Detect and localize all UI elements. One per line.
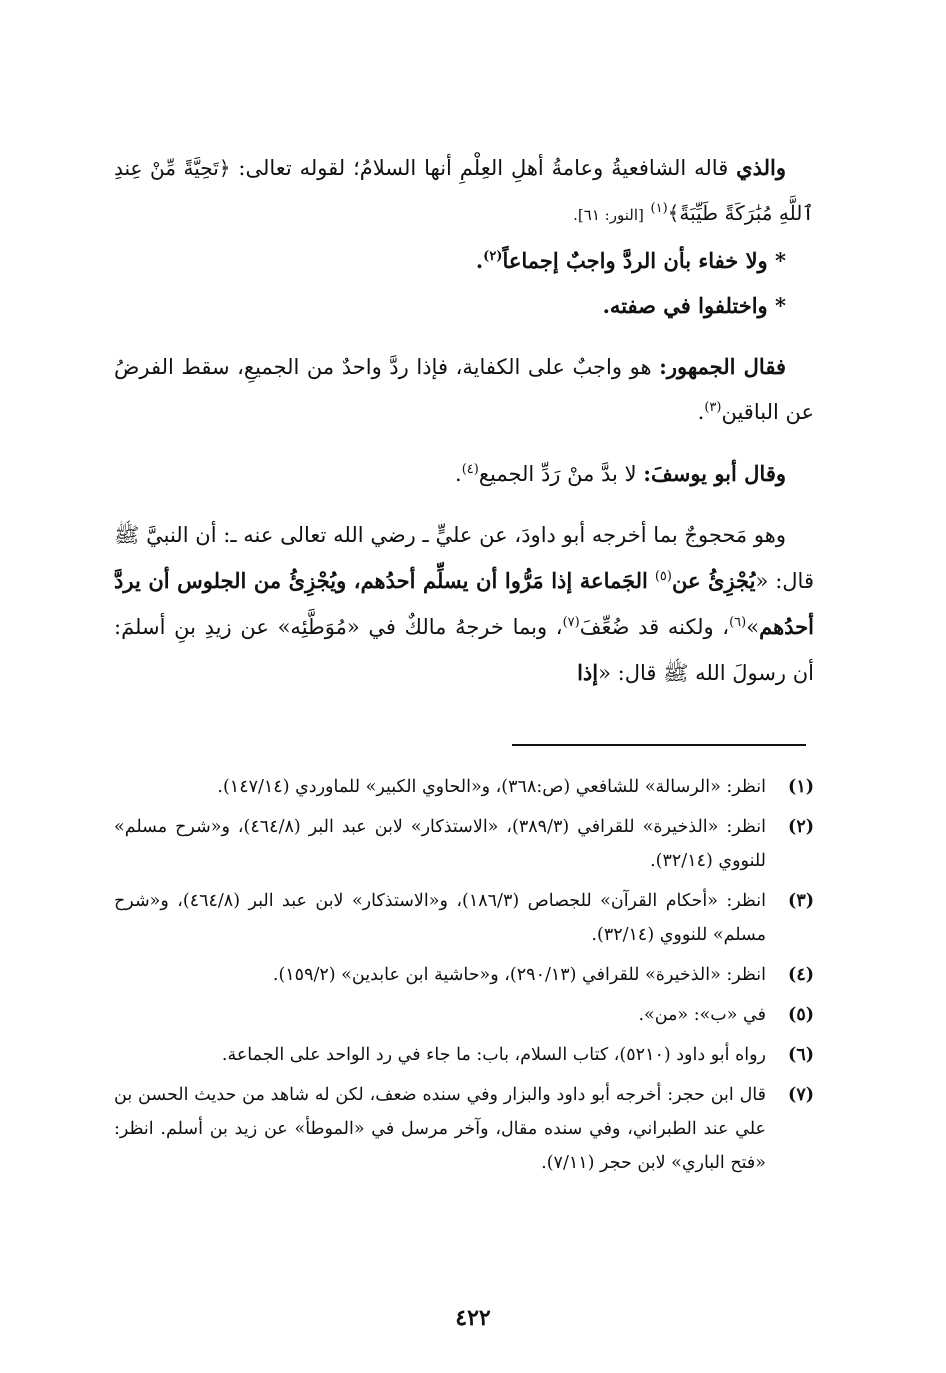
footnote-text: انظر: «الرسالة» للشافعي (ص:٣٦٨)، و«الحاوي الكبير» للماوردي (١٤٧/١٤). [217,777,766,797]
footnote-number: (٦) [788,1045,814,1065]
footnote-ref: (٥) [654,569,672,584]
paragraph-text: قاله الشافعيةُ وعامةُ أهلِ العِلْمِ أنها السلامُ؛ لقوله تعالى: [238,156,729,180]
footnote [114,958,814,992]
paragraph-text: لا بدَّ منْ رَدِّ الجميع [478,462,637,486]
paragraph-text: وهو مَحجوجٌ بما أخرجه أبو داودَ، عن عليٍّ ـ رضي الله تعالى عنه ـ: أن النبيَّ ﷺ قال: « [114,523,814,593]
hadith-text: إذا [577,660,599,685]
paragraph-end: . [697,400,705,424]
paragraph-text: ، ولكنه قد ضُعِّفَ [579,615,730,639]
footnote-ref: (٤) [461,462,479,477]
footnote-separator [512,744,806,746]
bullet-end: . [475,248,484,273]
paragraph-majority [114,344,814,435]
quran-verse: ﴿تَحِيَّةً مِّنْ عِندِ ٱللَّهِ مُبَٰرَكَةً طَيِّبَةً﴾ [114,156,814,225]
footnote [114,770,814,804]
footnote-ref: (١) [650,201,668,216]
footnote-text: في «ب»: «من». [638,1005,766,1025]
footnote-ref: (٣) [704,400,722,415]
footnote-number: (٣) [788,891,814,911]
footnote [114,1038,814,1072]
footnote-text: انظر: «الذخيرة» للقرافي (٢٩٠/١٣)، و«حاشية ابن عابدين» (١٥٩/٢). [272,965,766,985]
lead-phrase: فقال الجمهور: [659,354,786,379]
paragraph-text: هو واجبٌ على الكفاية، فإذا ردَّ واحدٌ من الجميعِ، سقط الفرضُ عن الباقين [114,355,814,424]
footnote [114,810,814,878]
paragraph-1 [114,145,814,238]
footnote-number: (١) [788,777,814,797]
footnotes [114,770,814,1186]
footnote-number: (٧) [788,1085,814,1105]
page-number: ٤٢٢ [455,1305,491,1331]
footnote-text: رواه أبو داود (٥٢١٠)، كتاب السلام، باب: ما جاء في رد الواحد على الجماعة. [221,1045,766,1065]
footnote-number: (٥) [788,1005,814,1025]
verse-reference: [النور: ٦١]. [573,206,644,224]
hadith-text: يُجْزِئُ عن [671,568,756,593]
footnote-number: (٤) [788,965,814,985]
hadith-text: الجَماعة إذا مَرُّوا أن يسلِّم أحدُهم، ويُجْزِئُ من الجلوس أن يردَّ أحدُهم [114,568,814,639]
footnote-number: (٢) [788,817,814,837]
bullet-disagreement [114,283,814,328]
paragraph-abu-yusuf [114,451,814,497]
footnote [114,1078,814,1180]
bullet-consensus [114,238,814,283]
footnote-ref: (٦) [729,615,747,630]
footnote [114,998,814,1032]
main-text [114,145,814,696]
paragraph-hadith [114,513,814,696]
lead-word: والذي [736,155,786,180]
footnote-ref: (٧) [562,615,580,630]
lead-phrase: وقال أبو يوسفَ: [643,461,786,486]
footnote-text: انظر: «أحكام القرآن» للجصاص (١٨٦/٣)، و«الاستذكار» لابن عبد البر (٤٦٤/٨)، و«شرح مسلم» للنووي (٣٢/١٤). [114,891,766,945]
footnote-text: قال ابن حجر: أخرجه أبو داود والبزار وفي سنده ضعف، لكن له شاهد من حديث الحسن بن علي عند الطبراني، وفي سنده مقال، وآخر مرسل في «الموطأ» عن زيد بن أسلم. انظر: «فتح الباري» لابن حجر (٧/١١). [114,1085,766,1173]
paragraph-text: ، وبما خرجهُ مالكٌ في «مُوَطَّئِه» عن زيدِ بنِ أسلمَ: أن رسولَ الله ﷺ قال: « [114,615,814,685]
footnote [114,884,814,952]
footnote-text: انظر: «الذخيرة» للقرافي (٣٨٩/٣)، «الاستذكار» لابن عبد البر (٤٦٤/٨)، و«شرح مسلم» للنووي (٣٢/١٤). [114,817,766,871]
bullet-text: * واختلفوا في صفته. [602,293,786,318]
footnote-ref: (٢) [483,249,503,264]
quote-close: » [746,615,760,639]
bullet-text: * ولا خفاء بأن الردَّ واجبٌ إجماعاً [502,248,786,273]
paragraph-end: . [455,462,462,486]
